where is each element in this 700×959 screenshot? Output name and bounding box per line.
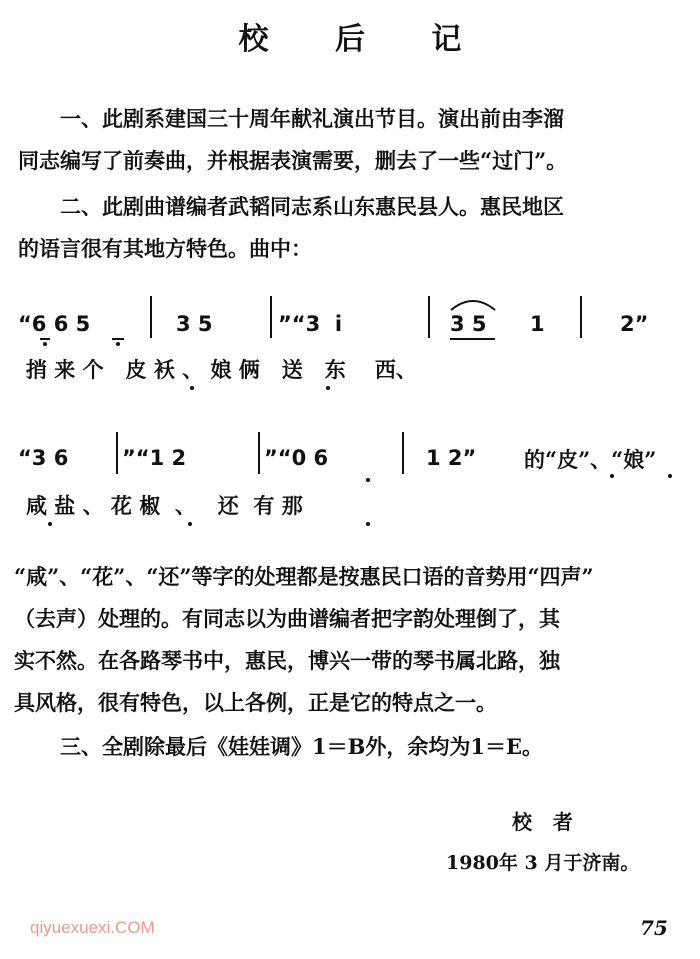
paragraph-3-line-4: 具风格，很有特色，以上各例，正是它的特点之一。 [14, 690, 497, 715]
score-2-measure-1: “3 6 [18, 446, 69, 470]
score-2-measure-2: ”“1 2 [122, 446, 187, 470]
paragraph-1-line-2: 同志编写了前奏曲，并根据表演需要，删去了一些“过门”。 [18, 148, 568, 173]
paragraph-3-line-3: 实不然。在各路琴书中，惠民，博兴一带的琴书属北路，独 [14, 648, 560, 673]
score-2-measure-3: ”“0 6 [264, 446, 329, 470]
bar-line [150, 296, 152, 338]
emphasis-dot [610, 474, 614, 478]
score-2-trailing-text: 的“皮”、“娘” [524, 447, 657, 472]
bar-line [402, 432, 404, 474]
emphasis-dot [48, 522, 52, 526]
underline-35 [450, 338, 495, 340]
score-1-measure-3: ”“3 i [278, 312, 343, 336]
score-1-note-1: 1 [530, 312, 545, 336]
paragraph-4-line-1: 三、全剧除最后《娃娃调》1＝B外，余均为1＝E。 [60, 734, 543, 759]
lower-octave-dot [116, 342, 120, 346]
bar-line [428, 296, 430, 338]
emphasis-dot [668, 474, 672, 478]
paragraph-1-line-1: 一、此剧系建国三十周年献礼演出节目。演出前由李溜 [60, 106, 564, 131]
bar-line [258, 432, 260, 474]
score-1-measure-5: 2” [620, 312, 649, 336]
bar-line [270, 296, 272, 338]
lower-octave-dot [43, 342, 47, 346]
emphasis-dot [326, 386, 330, 390]
paragraph-3-line-2: （去声）处理的。有同志以为曲谱编者把字韵处理倒了，其 [14, 606, 560, 631]
page-title: 校 后 记 [238, 22, 490, 57]
bar-line [116, 432, 118, 474]
lower-octave-dot [366, 478, 370, 482]
date-line: 1980年 3 月于济南。 [446, 852, 640, 874]
emphasis-dot [366, 522, 370, 526]
score-1-measure-4: 3 5 [450, 312, 487, 336]
underline-6 [40, 338, 50, 340]
page-number: 75 [640, 916, 668, 940]
paragraph-2-line-1: 二、此剧曲谱编者武韬同志系山东惠民县人。惠民地区 [60, 194, 564, 219]
signature: 校 者 [512, 810, 573, 834]
paragraph-2-line-2: 的语言很有其地方特色。曲中： [18, 236, 312, 261]
score-2-measure-4: 1 2” [426, 446, 477, 470]
emphasis-dot [188, 522, 192, 526]
emphasis-dot [190, 386, 194, 390]
slur-mark [448, 296, 498, 312]
underline-5 [112, 338, 124, 340]
score-2-lyrics: 咸 盐 、 花 椒 、 还 有 那 [26, 493, 303, 518]
score-1-lyrics: 捎 来 个 皮 袄 、 娘 俩 送 东 西、 [26, 357, 417, 382]
score-1-measure-1: “6 6 5 [18, 312, 91, 336]
paragraph-3-line-1: “咸”、“花”、“还”等字的处理都是按惠民口语的音势用“四声” [14, 564, 594, 589]
bar-line [580, 296, 582, 338]
watermark: qiyuexuexi.COM [30, 918, 155, 937]
score-1-measure-2: 3 5 [176, 312, 213, 336]
